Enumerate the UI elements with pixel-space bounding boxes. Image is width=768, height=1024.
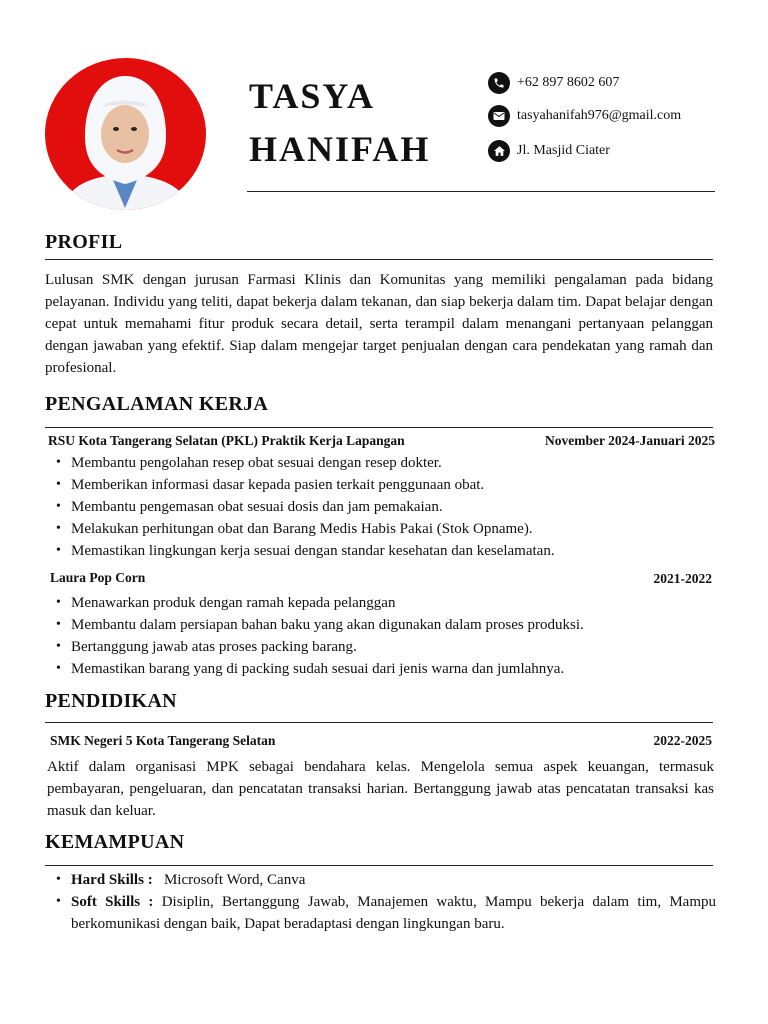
list-item: • Menawarkan produk dengan ramah kepada pelanggan [71, 592, 716, 614]
list-item: • Bertanggung jawab atas proses packing barang. [71, 636, 716, 658]
school-name: SMK Negeri 5 Kota Tangerang Selatan [50, 733, 276, 748]
education-text: Aktif dalam organisasi MPK sebagai bendahara kelas. Mengelola semua aspek keuangan, termasuk pembayaran, pengeluaran, dan pencatatan transaksi harian. Bertanggung jawab atas pencatatan transaksi kas masuk dan keluar. [47, 759, 714, 819]
soft-skills-label: Soft Skills : [71, 894, 154, 910]
experience-divider [45, 427, 713, 428]
contact-address [488, 140, 610, 162]
contact-phone [488, 72, 619, 94]
section-title-education: PENDIDIKAN [45, 690, 177, 712]
hard-skills-label: Hard Skills : [71, 872, 153, 888]
email-text: tasyahanifah976@gmail.com [517, 108, 682, 123]
list-item [71, 891, 716, 935]
job-date: 2021-2022 [653, 571, 712, 586]
skills-list [48, 869, 716, 935]
profil-text: Lulusan SMK dengan jurusan Farmasi Klinis dan Komunitas yang memiliki pengalaman pada bidang pelayanan. Individu yang teliti, dapat bekerja dalam tekanan, dan siap bekerja dalam tim. Dapat belajar dengan cepat untuk memahami fitur produk secara detail, serta terampil dalam menangani pertanyaan pelanggan dengan jawaban yang efektif. Siap dalam mengejar target penjualan dengan cara pendekatan yang ramah dan profesional. [45, 272, 713, 376]
education-divider [45, 722, 713, 723]
job-title: Laura Pop Corn [50, 570, 146, 585]
hard-skills-value: Microsoft Word, Canva [163, 872, 306, 888]
list-item: • Memastikan barang yang di packing sudah sesuai dari jenis warna dan jumlahnya. [71, 658, 716, 680]
list-item: • Membantu pengolahan resep obat sesuai dengan resep dokter. [71, 452, 716, 474]
home-icon [488, 140, 510, 162]
address-text: Jl. Masjid Ciater [517, 143, 610, 158]
profile-photo [45, 58, 206, 210]
candidate-name [249, 70, 430, 176]
list-item: • Membantu dalam persiapan bahan baku yang akan digunakan dalam proses produksi. [71, 614, 716, 636]
job-bullets [48, 452, 716, 562]
first-name: TASYA [249, 76, 376, 116]
list-item: • Memastikan lingkungan kerja sesuai dengan standar kesehatan dan keselamatan. [71, 540, 716, 562]
section-title-experience: PENGALAMAN KERJA [45, 393, 269, 415]
profil-divider [45, 259, 713, 260]
job-bullets [48, 592, 716, 680]
list-item [71, 869, 716, 891]
section-title-skills: KEMAMPUAN [45, 831, 185, 853]
section-title-profil: PROFIL [45, 231, 123, 253]
list-item: • Membantu pengemasan obat sesuai dosis dan jam pemakaian. [71, 496, 716, 518]
email-icon [488, 105, 510, 127]
job-title: RSU Kota Tangerang Selatan (PKL) Praktik Kerja Lapangan [48, 433, 405, 448]
skills-divider [45, 865, 713, 866]
job-date: November 2024-Januari 2025 [545, 433, 715, 448]
contact-email [488, 105, 681, 127]
phone-text: +62 897 8602 607 [517, 75, 620, 90]
last-name: HANIFAH [249, 129, 431, 169]
soft-skills-value: Disiplin, Bertanggung Jawab, Manajemen waktu, Mampu bekerja dalam tim, Mampu berkomunikasi dengan baik, Dapat beradaptasi dengan lingkungan baru. [71, 894, 717, 932]
header-divider [247, 191, 715, 192]
school-date: 2022-2025 [653, 733, 712, 748]
phone-icon [488, 72, 510, 94]
list-item: • Memberikan informasi dasar kepada pasien terkait penggunaan obat. [71, 474, 716, 496]
list-item: • Melakukan perhitungan obat dan Barang Medis Habis Pakai (Stok Opname). [71, 518, 716, 540]
